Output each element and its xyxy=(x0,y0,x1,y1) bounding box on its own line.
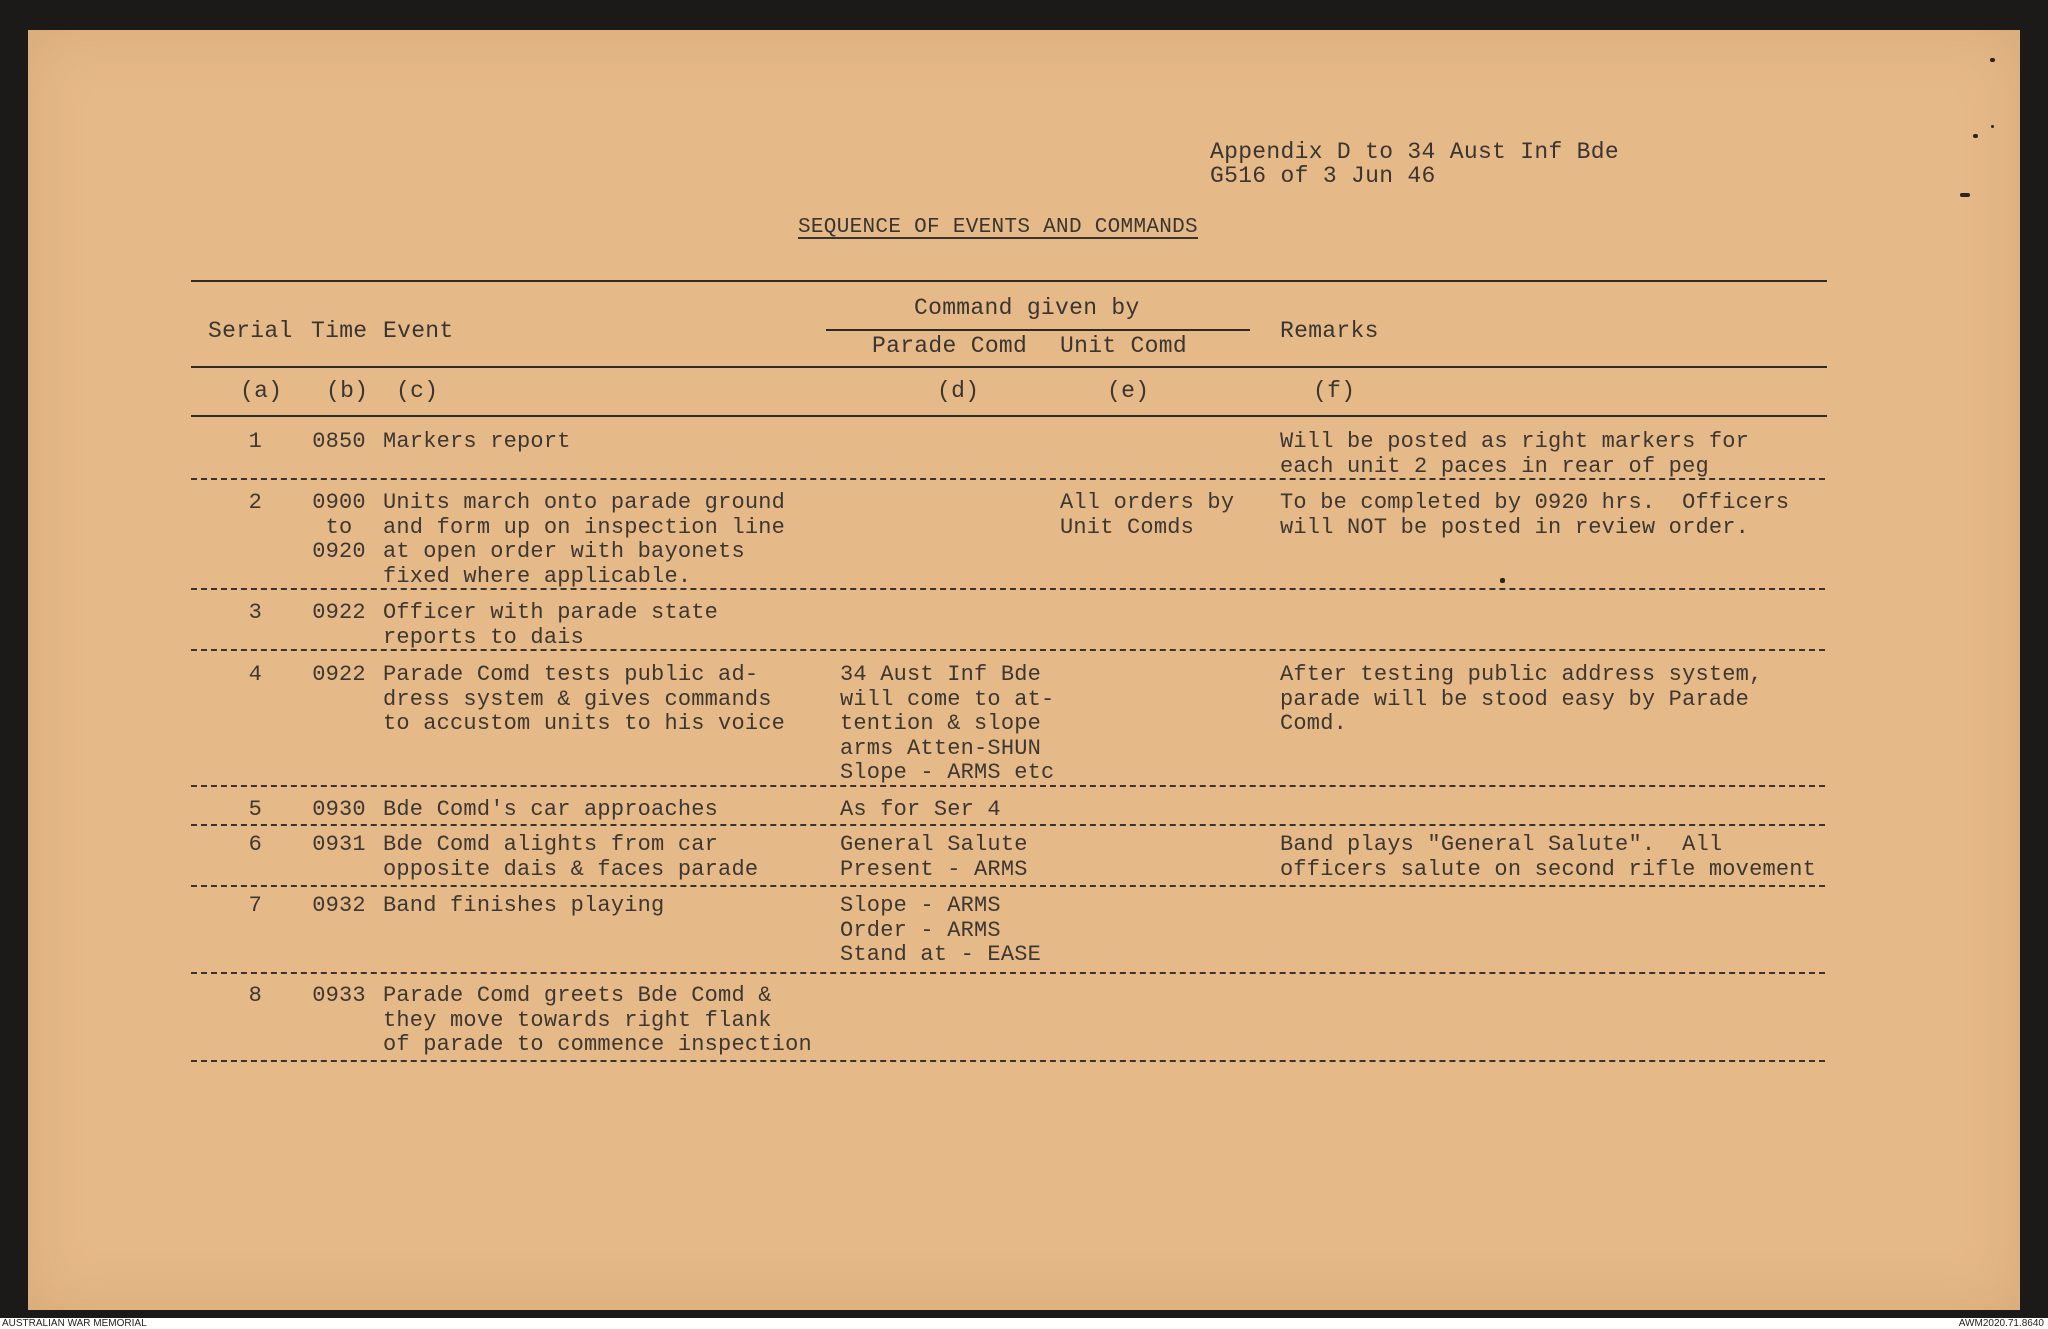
row-serial: 2 xyxy=(248,490,262,515)
scan-speck xyxy=(1991,125,1994,128)
row-time: 0850 xyxy=(312,429,366,454)
row-divider xyxy=(191,824,1825,826)
header-rule xyxy=(191,366,1827,368)
appendix-reference: Appendix D to 34 Aust Inf Bde xyxy=(1210,139,1619,165)
col-letter-d: (d) xyxy=(937,378,980,404)
row-time: 0900 to 0920 xyxy=(312,490,366,564)
scan-speck xyxy=(1973,134,1978,138)
col-letter-e: (e) xyxy=(1107,378,1150,404)
document-reference: G516 of 3 Jun 46 xyxy=(1210,163,1436,189)
row-divider xyxy=(191,649,1825,651)
col-letter-f: (f) xyxy=(1313,378,1356,404)
row-event: Officer with parade state reports to dais xyxy=(383,600,719,650)
scan-speck xyxy=(1960,193,1970,197)
col-header-command-group: Command given by xyxy=(914,295,1140,321)
table-bottom-rule xyxy=(191,1060,1825,1062)
document-title: SEQUENCE OF EVENTS AND COMMANDS xyxy=(798,216,1198,239)
row-time: 0931 xyxy=(312,832,366,857)
row-time: 0932 xyxy=(312,893,366,918)
row-event: Markers report xyxy=(383,429,571,454)
col-header-event: Event xyxy=(383,318,454,344)
row-event: Parade Comd greets Bde Comd & they move towards right flank of parade to commence inspection xyxy=(383,983,812,1057)
row-serial: 8 xyxy=(248,983,262,1008)
archive-accession-number: AWM2020.71.8640 xyxy=(1958,1318,2044,1329)
row-event: Units march onto parade ground and form up on inspection line at open order with bayonets fixed where applicable. xyxy=(383,490,786,589)
row-divider xyxy=(191,785,1825,787)
row-divider xyxy=(191,478,1825,480)
row-serial: 6 xyxy=(248,832,262,857)
row-time: 0930 xyxy=(312,797,366,822)
row-parade-command: Slope - ARMS Order - ARMS Stand at - EASE xyxy=(840,893,1042,967)
row-event: Bde Comd alights from car opposite dais & faces parade xyxy=(383,832,759,882)
row-serial: 7 xyxy=(248,893,262,918)
row-serial: 1 xyxy=(248,429,262,454)
col-header-unit-comd: Unit Comd xyxy=(1060,333,1187,359)
row-event: Band finishes playing xyxy=(383,893,665,918)
letters-rule xyxy=(191,415,1827,417)
col-header-remarks: Remarks xyxy=(1280,318,1379,344)
row-divider xyxy=(191,972,1825,974)
col-header-time: Time xyxy=(311,318,368,344)
row-serial: 4 xyxy=(248,662,262,687)
col-letter-b: (b) xyxy=(326,378,369,404)
col-letter-c: (c) xyxy=(396,378,439,404)
scan-speck xyxy=(1990,58,1995,62)
row-unit-command: All orders by Unit Comds xyxy=(1060,490,1235,540)
row-parade-command: 34 Aust Inf Bde will come to at- tention & slope arms Atten-SHUN Slope - ARMS etc xyxy=(840,662,1055,785)
col-letter-a: (a) xyxy=(240,378,283,404)
row-event: Bde Comd's car approaches xyxy=(383,797,719,822)
row-divider xyxy=(191,588,1825,590)
row-time: 0922 xyxy=(312,600,366,625)
table-top-rule xyxy=(191,280,1827,282)
row-serial: 3 xyxy=(248,600,262,625)
row-serial: 5 xyxy=(248,797,262,822)
scan-speck xyxy=(1500,578,1505,583)
row-parade-command: As for Ser 4 xyxy=(840,797,1001,822)
row-parade-command: General Salute Present - ARMS xyxy=(840,832,1028,882)
row-remarks: To be completed by 0920 hrs. Officers will NOT be posted in review order. xyxy=(1280,490,1790,540)
row-time: 0933 xyxy=(312,983,366,1008)
document-page xyxy=(28,30,2020,1310)
command-group-rule xyxy=(826,329,1250,331)
col-header-serial: Serial xyxy=(208,318,293,344)
row-divider xyxy=(191,885,1825,887)
row-remarks: Will be posted as right markers for each unit 2 paces in rear of peg xyxy=(1280,429,1750,479)
row-event: Parade Comd tests public ad- dress system & gives commands to accustom units to his voice xyxy=(383,662,786,736)
col-header-parade-comd: Parade Comd xyxy=(872,333,1028,359)
row-remarks: After testing public address system, parade will be stood easy by Parade Comd. xyxy=(1280,662,1763,736)
archive-credit: AUSTRALIAN WAR MEMORIAL xyxy=(2,1318,147,1329)
row-remarks: Band plays "General Salute". All officers salute on second rifle movement xyxy=(1280,832,1817,882)
row-time: 0922 xyxy=(312,662,366,687)
